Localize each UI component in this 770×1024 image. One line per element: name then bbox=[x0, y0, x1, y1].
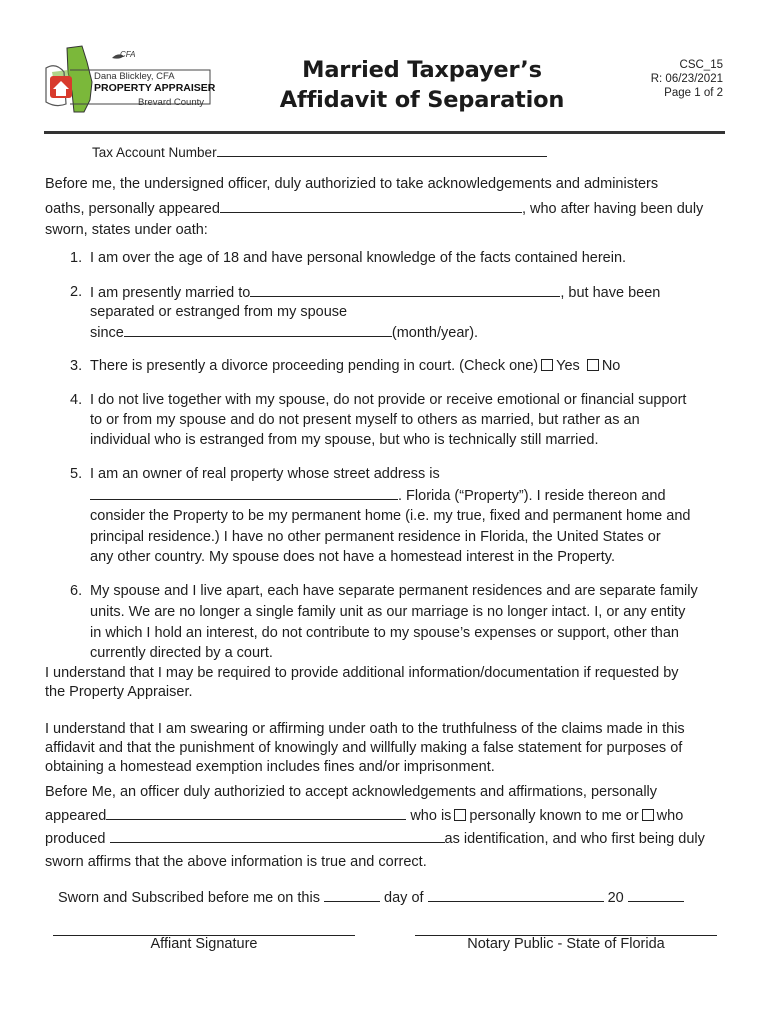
item-2-married-text: I am presently married to bbox=[90, 285, 251, 301]
affiant-signature-label: Affiant Signature bbox=[150, 936, 258, 952]
officer-who-is-text: who is bbox=[410, 808, 452, 824]
item-4-line-2: to or from my spouse and do not present myself to others as married, but rather as an bbox=[90, 412, 640, 428]
item-2-but-text: , but have been bbox=[560, 285, 661, 301]
form-code: CSC_15 bbox=[679, 59, 723, 71]
divorce-yes-label: Yes bbox=[556, 358, 580, 374]
personally-known-checkbox[interactable] bbox=[454, 809, 466, 821]
item-3-question: There is presently a divorce proceeding pending in court. (Check one) bbox=[90, 358, 539, 374]
page-number: Page 1 of 2 bbox=[664, 87, 723, 99]
item-5-line-2 bbox=[90, 485, 666, 507]
officer-who-text: who bbox=[656, 808, 684, 824]
tax-account-label: Tax Account Number bbox=[92, 145, 217, 160]
title-line-2: Affidavit of Separation bbox=[279, 87, 565, 113]
tax-account-field[interactable] bbox=[217, 142, 547, 157]
title-line-1: Married Taxpayer’s bbox=[302, 57, 542, 83]
divorce-no-checkbox[interactable] bbox=[587, 359, 599, 371]
item-3-text bbox=[90, 356, 620, 377]
item-6-line-4: currently directed by a court. bbox=[90, 645, 273, 661]
notary-signature-label: Notary Public - State of Florida bbox=[467, 936, 665, 952]
item-2-number: 2. bbox=[70, 284, 83, 300]
item-5-line-3: consider the Property to be my permanent home (i.e. my true, fixed and permanent home and bbox=[90, 508, 691, 524]
officer-line-3 bbox=[45, 828, 705, 849]
officer-line-2 bbox=[45, 805, 683, 826]
document-title bbox=[262, 55, 582, 115]
spouse-name-field[interactable] bbox=[250, 282, 560, 297]
item-4-line-1: I do not live together with my spouse, do not provide or receive emotional or financial support bbox=[90, 392, 687, 408]
logo-county: Brevard County bbox=[138, 97, 205, 108]
intro-appeared-text: oaths, personally appeared bbox=[45, 201, 220, 217]
personally-known-label: personally known to me or bbox=[469, 808, 639, 824]
item-6-line-2: units. We are no longer a single family unit as our marriage is no longer intact. I, or any entity bbox=[90, 604, 686, 620]
item-5-line-4: principal residence.) I have no other permanent residence in Florida, the United States or bbox=[90, 529, 661, 545]
intro-line-1: Before me, the undersigned officer, duly authorizied to take acknowledgements and administers bbox=[45, 176, 659, 192]
header-divider bbox=[44, 131, 725, 134]
affiant-name-field[interactable] bbox=[220, 198, 522, 213]
item-2-line-3 bbox=[90, 322, 478, 344]
item-3-number: 3. bbox=[70, 358, 83, 374]
item-5-line-1: I am an owner of real property whose street address is bbox=[90, 466, 440, 482]
sworn-day-of-text: day of bbox=[384, 890, 424, 906]
officer-identification-text: as identification, and who first being duly bbox=[444, 831, 705, 847]
item-6-line-1: My spouse and I live apart, each have separate permanent residences and are separate family bbox=[90, 583, 698, 599]
understand-2-line-3: obtaining a homestead exemption includes fines and/or imprisonment. bbox=[45, 759, 495, 775]
sworn-year-field[interactable] bbox=[628, 887, 684, 902]
item-2-line-2: separated or estranged from my spouse bbox=[90, 304, 348, 320]
item-1-number: 1. bbox=[70, 250, 83, 266]
property-address-field[interactable] bbox=[90, 485, 398, 500]
sworn-line bbox=[58, 887, 684, 908]
separation-date-field[interactable] bbox=[124, 322, 392, 337]
officer-line-4: sworn affirms that the above information is true and correct. bbox=[45, 854, 427, 870]
item-5-line-5: any other country. My spouse does not have a homestead interest in the Property. bbox=[90, 549, 615, 565]
revision-date: R: 06/23/2021 bbox=[650, 73, 723, 85]
intro-duly-text: , who after having been duly bbox=[521, 201, 704, 217]
tax-account-row bbox=[92, 142, 547, 163]
sworn-text: Sworn and Subscribed before me on this bbox=[58, 890, 320, 906]
understand-1-line-2: the Property Appraiser. bbox=[45, 684, 193, 700]
logo-office: PROPERTY APPRAISER bbox=[94, 82, 216, 94]
officer-produced-text: produced bbox=[45, 831, 106, 847]
intro-line-2 bbox=[45, 198, 703, 219]
sworn-year-prefix: 20 bbox=[607, 890, 624, 906]
item-4-number: 4. bbox=[70, 392, 83, 408]
understand-2-line-1: I understand that I am swearing or affirming under oath to the truthfulness of the claims made in this bbox=[45, 721, 685, 737]
understand-2-line-2: affidavit and that the punishment of knowingly and willfully making a false statement for purposes of bbox=[45, 740, 683, 756]
logo-name: Dana Blickley, CFA bbox=[94, 71, 175, 82]
intro-line-3: sworn, states under oath: bbox=[45, 222, 208, 238]
produced-id-checkbox[interactable] bbox=[642, 809, 654, 821]
identification-field[interactable] bbox=[110, 828, 445, 843]
officer-line-1: Before Me, an officer duly authorizied to accept acknowledgements and affirmations, personally bbox=[45, 784, 658, 800]
divorce-no-label: No bbox=[601, 358, 621, 374]
property-appraiser-logo bbox=[42, 42, 217, 114]
sworn-day-field[interactable] bbox=[324, 887, 380, 902]
item-5-number: 5. bbox=[70, 466, 83, 482]
item-6-line-3: in which I hold an interest, do not contribute to my spouse’s expenses or support, other than bbox=[90, 625, 679, 641]
officer-appeared-text: appeared bbox=[45, 808, 107, 824]
divorce-yes-checkbox[interactable] bbox=[541, 359, 553, 371]
item-2-since-text: since bbox=[90, 325, 124, 341]
item-6-number: 6. bbox=[70, 583, 83, 599]
appeared-name-field[interactable] bbox=[106, 805, 406, 820]
item-2-line-1 bbox=[90, 282, 660, 304]
form-meta bbox=[600, 58, 723, 100]
item-4-line-3: individual who is estranged from my spouse, but who is technically still married. bbox=[90, 432, 599, 448]
item-5-florida-text: . Florida (“Property”). I reside thereon and bbox=[398, 488, 666, 504]
sworn-month-field[interactable] bbox=[428, 887, 604, 902]
understand-1-line-1: I understand that I may be required to provide additional information/documentation if requested by bbox=[45, 665, 679, 681]
item-1-text: I am over the age of 18 and have personal knowledge of the facts contained herein. bbox=[90, 250, 627, 266]
item-2-month-year-text: (month/year). bbox=[391, 325, 479, 341]
logo-cfa: CFA bbox=[120, 50, 136, 59]
